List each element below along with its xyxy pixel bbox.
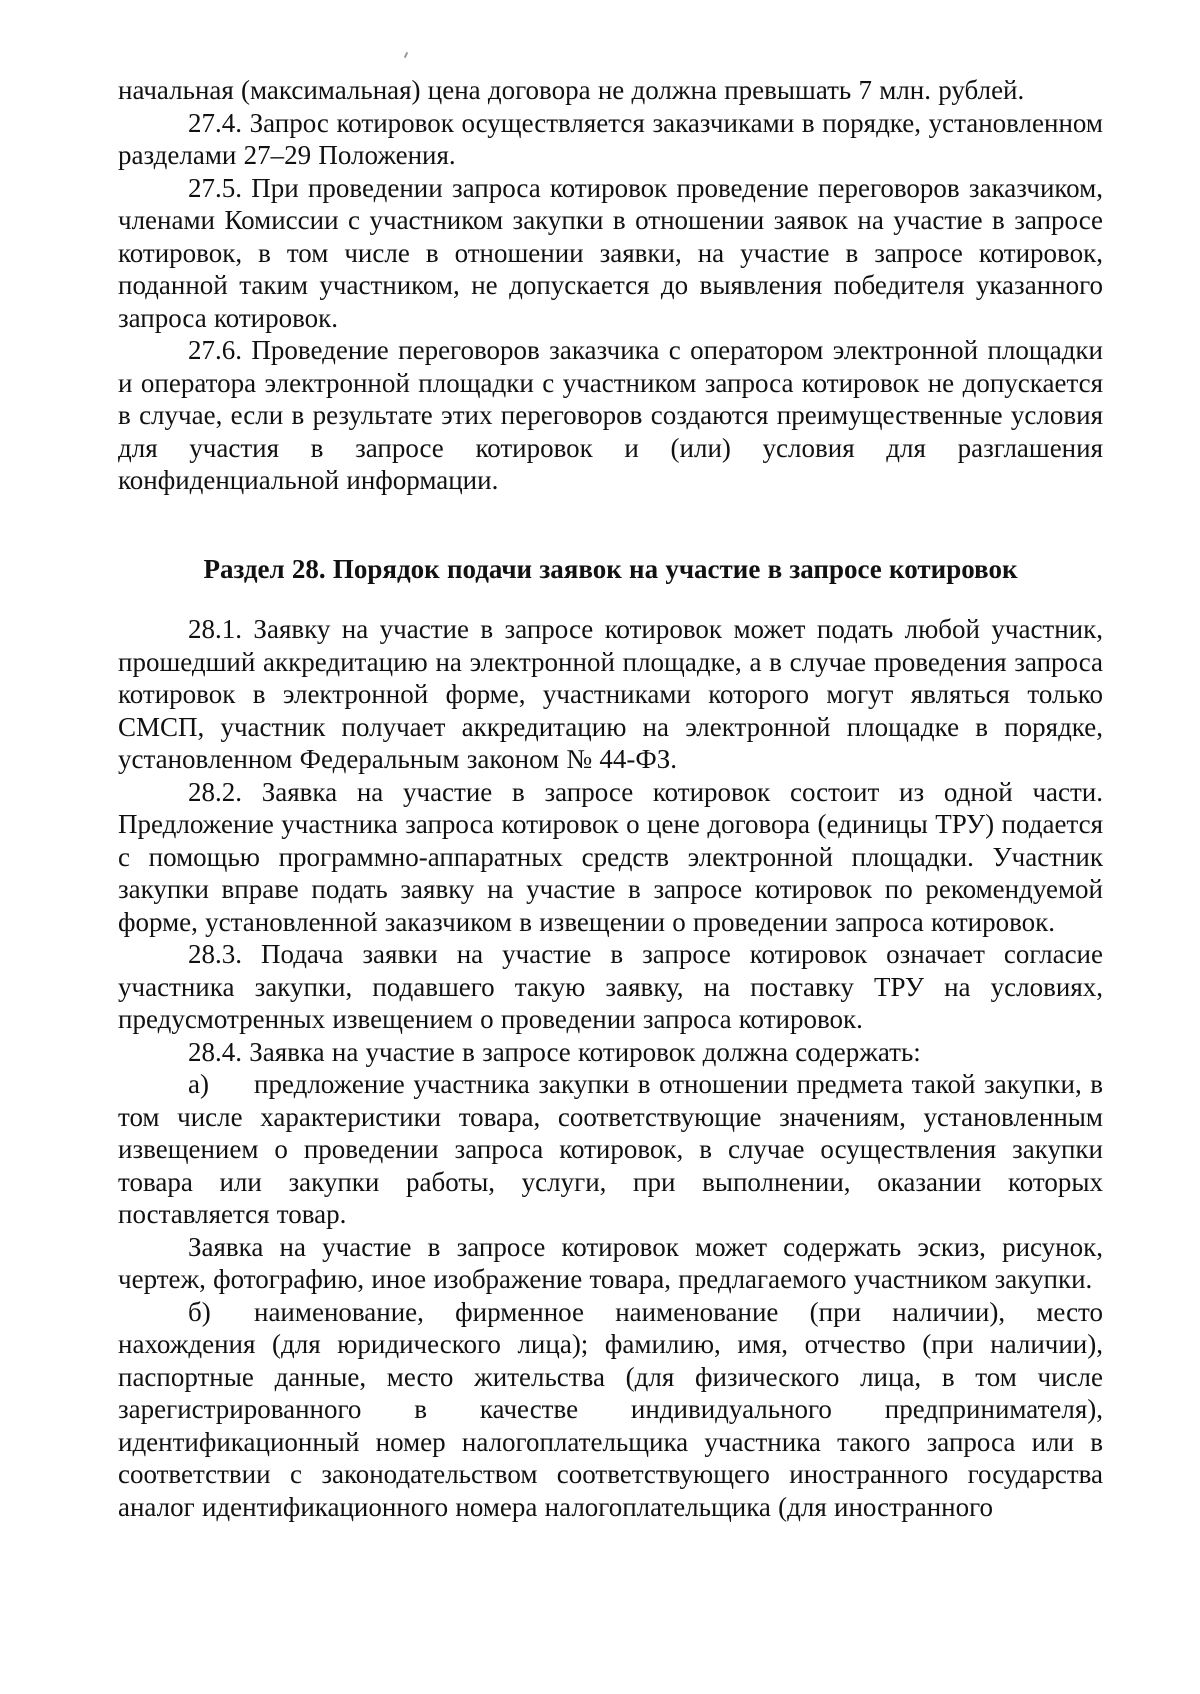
list-item-b-text: наименование, фирменное наименование (при наличии), место нахождения (для юридического лица); фамилию, имя, отчество (при наличии), паспортные данные, место жительства (для физического лица, в том числе зарегистрированного в качестве индивидуального предпринимателя), идентификационный номер налогоплательщика участника такого запроса или в соответствии с законодательством соответствующего иностранного государства аналог идентификационного номера налогоплательщика (для иностранного [118,1296,1103,1522]
paragraph-28-2: 28.2. Заявка на участие в запросе котировок состоит из одной части. Предложение участника запроса котировок о цене договора (единицы ТРУ) подается с помощью программно-аппаратных средств электронной площадки. Участник закупки вправе подать заявку на участие в запросе котировок по рекомендуемой форме, установленной заказчиком в извещении о проведении запроса котировок. [118,776,1103,937]
list-item-b [118,1296,1103,1524]
section-28-heading: Раздел 28. Порядок подачи заявок на участие в запросе котировок [203,553,1018,584]
paragraph-28-3: 28.3. Подача заявки на участие в запросе котировок означает согласие участника закупки, подавшего такую заявку, на поставку ТРУ на условиях, предусмотренных извещением о проведении запроса котировок. [118,939,1103,1034]
paragraph-price-limit: начальная (максимальная) цена договора не должна превышать 7 млн. рублей. [118,75,1025,105]
list-item-b-letter: б) [188,1296,211,1327]
document-body [118,74,1103,1523]
list-item-a-letter: а) [188,1069,209,1099]
paragraph-27-5: 27.5. При проведении запроса котировок проведение переговоров заказчиком, членами Комиссии с участником закупки в отношении заявок на участие в запросе котировок, в том числе в отношении заявки, на участие в запросе котировок, поданной таким участником, не допускается до выявления победителя указанного запроса котировок. [118,172,1103,333]
paragraph-28-1: 28.1. Заявку на участие в запросе котировок может подать любой участник, прошедший аккредитацию на электронной площадке, а в случае проведения запроса котировок в электронной форме, участниками которого могут являться только СМСП, участник получает аккредитацию на электронной площадке в порядке, установленном Федеральным законом № 44-ФЗ. [118,614,1103,774]
paragraph-27-6: 27.6. Проведение переговоров заказчика с оператором электронной площадки и оператора электронной площадки с участником запроса котировок не допускается в случае, если в результате этих переговоров создаются преимущественные условия для участия в запросе котировок и (или) условия для разглашения конфиденциальной информации. [118,335,1103,495]
paragraph-item-a-note: Заявка на участие в запросе котировок может содержать эскиз, рисунок, чертеж, фотографию, иное изображение товара, предлагаемого участником закупки. [118,1231,1103,1294]
list-item-a [118,1068,1103,1231]
scan-artifact-mark [404,52,408,58]
paragraph-27-4: 27.4. Запрос котировок осуществляется заказчиками в порядке, установленном разделами 27–29 Положения. [118,107,1103,170]
paragraph-28-4: 28.4. Заявка на участие в запросе котировок должна содержать: [188,1036,921,1067]
list-item-a-text: предложение участника закупки в отношении предмета такой закупки, в том числе характеристики товара, соответствующие значениям, установленным извещением о проведении запроса котировок, в случае осуществления закупки товара или закупки работы, услуги, при выполнении, оказании которых поставляется товар. [118,1069,1103,1229]
